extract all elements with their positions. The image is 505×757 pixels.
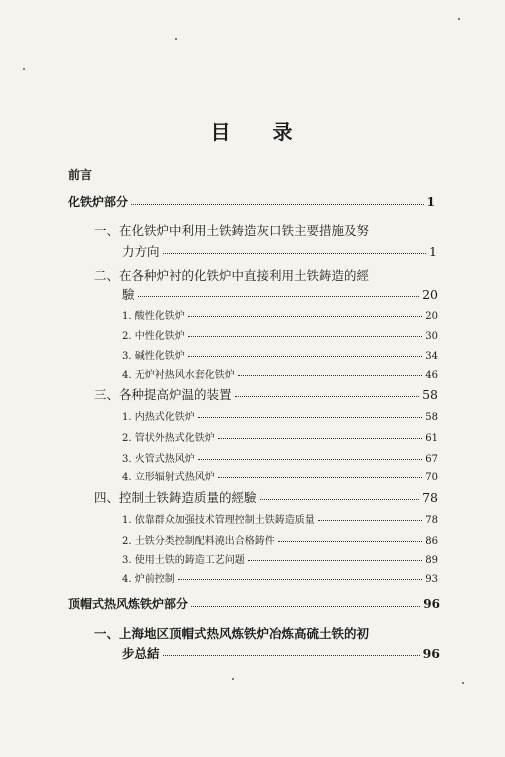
toc-item: [122, 468, 438, 483]
page-number: 46: [425, 370, 438, 381]
toc-chapter-5-line2: [122, 644, 440, 662]
leader-dots: [218, 432, 423, 439]
page-number: 78: [422, 490, 438, 505]
leader-dots: [178, 573, 423, 580]
scan-speck: [458, 18, 460, 20]
toc-chapter-4: [94, 488, 438, 506]
toc-item: [122, 532, 438, 547]
page-number: 30: [425, 331, 438, 342]
item-label: 4. 炉前控制: [122, 574, 175, 585]
page-number: 93: [425, 574, 438, 585]
toc-chapter-1-line1: 一、在化铁炉中利用土铁鋳造灰口铁主要措施及努: [94, 223, 370, 238]
page-title: [0, 116, 505, 145]
toc-item: [122, 511, 438, 526]
page-number: 20: [425, 311, 438, 322]
chapter-label-cont: 力方向: [122, 244, 160, 259]
toc-chapter-5-line1: 一、上海地区顶帽式热风炼铁炉冶炼高硫土铁的初: [94, 626, 370, 641]
chapter-label-cont: 步总結: [122, 646, 160, 661]
chapter-label: 四、控制土铁鋳造质量的經驗: [94, 490, 257, 505]
chapter-label-cont: 驗: [122, 287, 135, 302]
leader-dots: [188, 310, 423, 317]
leader-dots: [188, 350, 423, 357]
leader-dots: [131, 196, 424, 204]
page-number: 89: [425, 555, 438, 566]
item-label: 2. 土铁分类控制配料澆出合格鋳件: [122, 536, 275, 547]
page-number: 61: [425, 433, 438, 444]
item-label: 2. 管状外热式化铁炉: [122, 433, 215, 444]
item-label: 1. 依靠群众加强技术管理控制土铁鋳造质量: [122, 515, 315, 526]
item-label: 1. 酸性化铁炉: [122, 311, 185, 322]
leader-dots: [163, 648, 420, 657]
toc-item: [122, 307, 438, 322]
page-number: 86: [425, 536, 438, 547]
toc-item: [122, 327, 438, 342]
leader-dots: [198, 453, 423, 460]
item-label: 3. 使用土铁的鋳造工艺问题: [122, 555, 245, 566]
toc-chapter-2-line1: 二、在各种炉衬的化铁炉中直接利用土铁鋳造的經: [94, 268, 370, 283]
section-label: 顶帽式热风炼铁炉部分: [68, 597, 189, 611]
leader-dots: [278, 535, 423, 542]
leader-dots: [191, 598, 420, 606]
title-char-2: 录: [272, 120, 295, 144]
leader-dots: [248, 554, 423, 561]
leader-dots: [188, 330, 423, 337]
page-number: 1: [426, 195, 435, 209]
item-label: 4. 无炉衬热风水套化铁炉: [122, 370, 235, 381]
leader-dots: [260, 492, 420, 501]
page-number: 1: [429, 244, 437, 259]
page-number: 58: [422, 387, 438, 402]
leader-dots: [235, 389, 420, 398]
item-label: 3. 火管式热风炉: [122, 454, 195, 465]
page-number: 70: [425, 472, 438, 483]
item-label: 1. 内热式化铁炉: [122, 412, 195, 423]
item-label: 3. 碱性化铁炉: [122, 351, 185, 362]
leader-dots: [238, 369, 423, 376]
section-label: 化铁炉部分: [68, 195, 129, 209]
toc-item: [122, 450, 438, 465]
title-char-1: 目: [210, 120, 233, 144]
toc-chapter-2-line2: [122, 285, 438, 303]
leader-dots: [163, 246, 427, 255]
page-number: 58: [425, 412, 438, 423]
leader-dots: [138, 289, 420, 298]
toc-section-1: [68, 193, 435, 210]
toc-chapter-3: [94, 385, 438, 403]
page-number: 34: [425, 351, 438, 362]
scan-speck: [23, 68, 25, 70]
page-number: 78: [425, 515, 438, 526]
leader-dots: [198, 411, 423, 418]
item-label: 2. 中性化铁炉: [122, 331, 185, 342]
chapter-label: 三、各种提高炉温的装置: [94, 387, 232, 402]
toc-item: [122, 429, 438, 444]
toc-chapter-1-line2: [122, 242, 437, 260]
scan-speck: [175, 38, 177, 40]
page-number: 67: [425, 454, 438, 465]
scan-speck: [462, 682, 464, 684]
page-number: 96: [423, 597, 440, 611]
preface-entry: 前言: [68, 168, 93, 182]
leader-dots: [318, 514, 423, 521]
scan-speck: [232, 678, 234, 680]
toc-item: [122, 366, 438, 381]
toc-section-2: [68, 595, 440, 612]
toc-item: [122, 570, 438, 585]
leader-dots: [218, 471, 423, 478]
toc-item: [122, 551, 438, 566]
toc-item: [122, 347, 438, 362]
item-label: 4. 立形辐射式热风炉: [122, 472, 215, 483]
page-number: 20: [422, 287, 438, 302]
toc-item: [122, 408, 438, 423]
page-number: 96: [422, 646, 440, 661]
